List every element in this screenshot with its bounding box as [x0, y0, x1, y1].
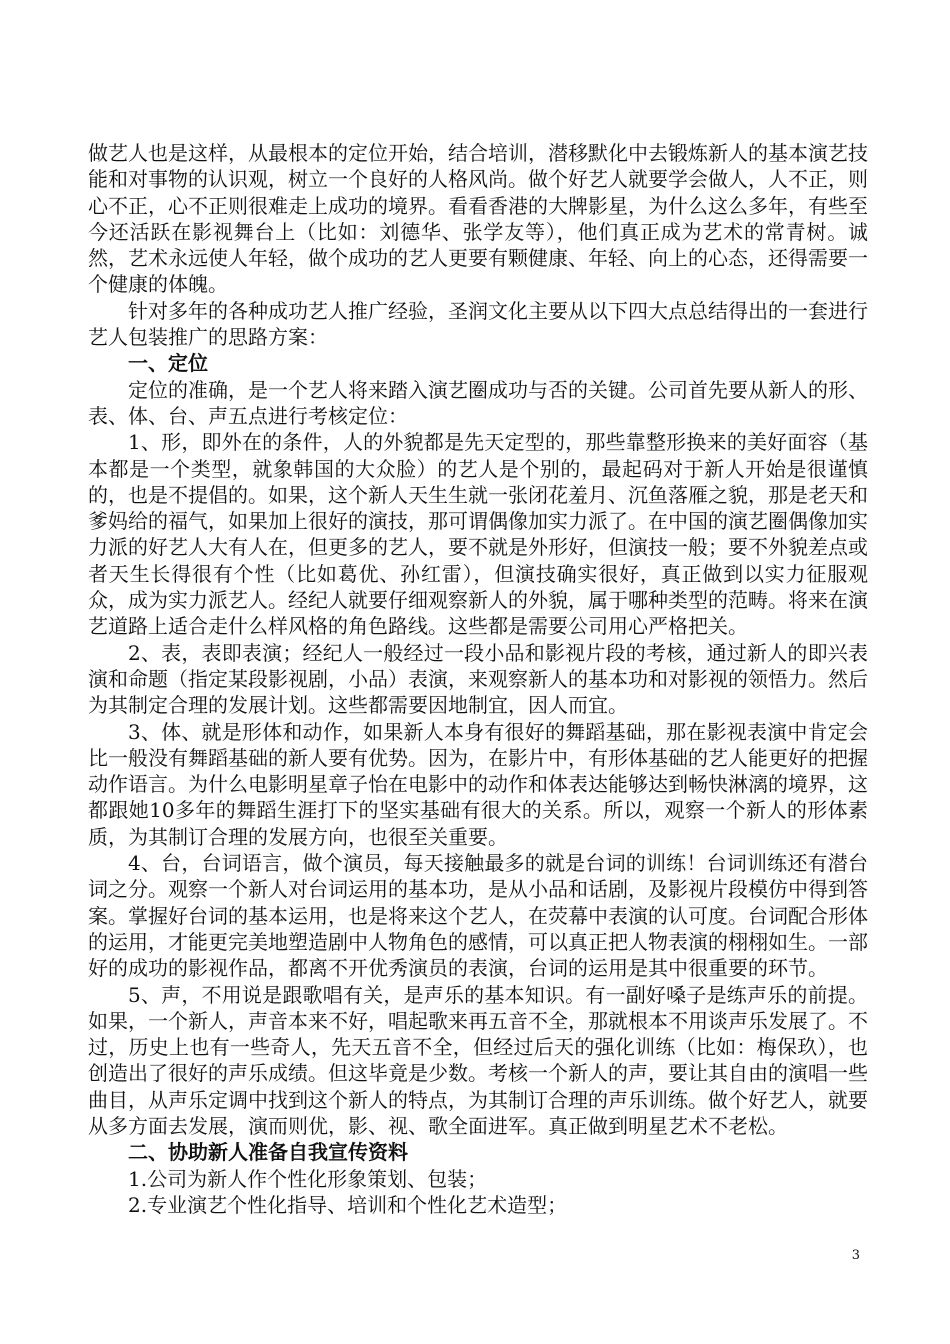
section-heading-promo-materials: 二、协助新人准备自我宣传资料 — [128, 1140, 408, 1165]
section-paragraph: 4、台，台词语言，做个演员，每天接触最多的就是台词的训练！台词训练还有潜台词之分。观察一个新人对台词运用的基本功，是从小品和话剧，及影视片段模仿中得到答案。掌握好台词的基本运用，也是将来这个艺人，在荧幕中表演的认可度。台词配合形体的运用，才能更完美地塑造剧中人物角色的感情，可以真正把人物表演的栩栩如生。一部好的成功的影视作品，都离不开优秀演员的表演，台词的运用是其中很重要的环节。 — [88, 851, 868, 981]
section-paragraph: 5、声，不用说是跟歌唱有关，是声乐的基本知识。有一副好嗓子是练声乐的前提。如果，一个新人，声音本来不好，唱起歌来再五音不全，那就根本不用谈声乐发展了。不过，历史上也有一些奇人，先天五音不全，但经过后天的强化训练（比如：梅保玖），也创造出了很好的声乐成绩。但这毕竟是少数。考核一个新人的声，要让其自由的演唱一些曲目，从声乐定调中找到这个新人的特点，为其制订合理的声乐训练。做个好艺人，就要从多方面去发展，演而则优，影、视、歌全面进军。真正做到明星艺术不老松。 — [88, 982, 868, 1138]
section-paragraph: 1、形，即外在的条件，人的外貌都是先天定型的，那些靠整形换来的美好面容（基本都是一个类型，就象韩国的大众脸）的艺人是个别的，最起码对于新人开始是很谨慎的，也是不提倡的。如果，这个新人天生生就一张闭花羞月、沉鱼落雁之貌，那是老天和爹妈给的福气，如果加上很好的演技，那可谓偶像加实力派了。在中国的演艺圈偶像加实力派的好艺人大有人在，但更多的艺人，要不就是外形好，但演技一般；要不外貌差点或者天生长得很有个性（比如葛优、孙红雷），但演技确实很好，真正做到以实力征服观众，成为实力派艺人。经纪人就要仔细观察新人的外貌，属于哪种类型的范畴。将来在演艺道路上适合走什么样风格的角色路线。这些都是需要公司用心严格把关。 — [88, 430, 868, 639]
list-item: 2.专业演艺个性化指导、培训和个性化艺术造型； — [128, 1192, 568, 1217]
intro-paragraph: 针对多年的各种成功艺人推广经验，圣润文化主要从以下四大点总结得出的一套进行艺人包装推广的思路方案： — [88, 298, 868, 350]
section-paragraph: 定位的准确，是一个艺人将来踏入演艺圈成功与否的关键。公司首先要从新人的形、表、体、台、声五点进行考核定位： — [88, 377, 868, 428]
intro-paragraph: 做艺人也是这样，从最根本的定位开始，结合培训，潜移默化中去锻炼新人的基本演艺技能和对事物的认识观，树立一个良好的人格风尚。做个好艺人就要学会做人，人不正，则心不正，心不正则很难走上成功的境界。看看香港的大牌影星，为什么这么多年，有些至今还活跃在影视舞台上（比如：刘德华、张学友等），他们真正成为艺术的常青树。诚然，艺术永远使人年轻，做个成功的艺人更要有颗健康、年轻、向上的心态，还得需要一个健康的体魄。 — [88, 141, 868, 297]
section-heading-positioning: 一、定位 — [128, 351, 208, 376]
page-number: 3 — [851, 1248, 860, 1263]
section-paragraph: 2、表，表即表演；经纪人一般经过一段小品和影视片段的考核，通过新人的即兴表演和命题（指定某段影视剧，小品）表演，来观察新人的基本功和对影视的领悟力。然后为其制定合理的发展计划。这些都需要因地制宜，因人而宜。 — [88, 640, 868, 718]
section-paragraph: 3、体、就是形体和动作，如果新人本身有很好的舞蹈基础，那在影视表演中肯定会比一般没有舞蹈基础的新人要有优势。因为，在影片中，有形体基础的艺人能更好的把握动作语言。为什么电影明星章子怡在电影中的动作和体表达能够达到畅快淋漓的境界，这都跟她10多年的舞蹈生涯打下的坚实基础有很大的关系。所以，观察一个新人的形体素质，为其制订合理的发展方向，也很至关重要。 — [88, 719, 868, 849]
document-body — [88, 140, 868, 1218]
list-item: 1.公司为新人作个性化形象策划、包装； — [128, 1166, 488, 1191]
